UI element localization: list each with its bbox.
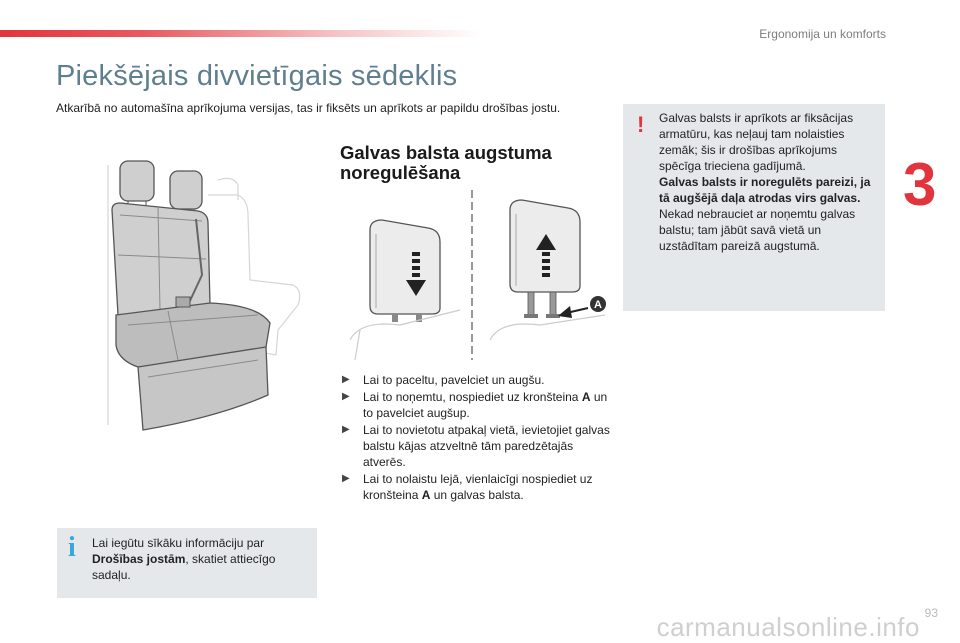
warning-text-1: Galvas balsts ir aprīkots ar fiksācijas armatūru, kas neļauj tam nolaisties zemāk; šis ir drošības aprīkojums spēcīga trieciena gadījumā. — [659, 111, 854, 173]
list-item — [340, 471, 610, 503]
watermark: carmanualsonline.info — [656, 612, 920, 642]
header-accent-bar — [0, 30, 480, 37]
warning-text-bold: Galvas balsts ir noregulēts pareizi, ja tā augšējā daļa atrodas virs galvas. — [659, 175, 871, 205]
bullet-icon: ▶ — [342, 424, 350, 435]
step-text: un galvas balsta. — [430, 488, 524, 502]
list-item — [340, 422, 610, 470]
chapter-number: 3 — [903, 151, 937, 218]
warning-text — [659, 110, 879, 254]
warning-box — [623, 104, 885, 311]
warning-text-2: Nekad nebrauciet ar noņemtu galvas balstu; tam jābūt savā vietā un uzstādītam pareizā augstumā. — [659, 207, 856, 253]
page-number: 93 — [924, 606, 938, 620]
bench-seat-illustration — [98, 155, 308, 435]
info-icon: i — [68, 532, 76, 563]
callout-label-a: A — [594, 299, 602, 311]
subheading-line-1: Galvas balsta augstuma — [340, 142, 552, 163]
headrest-adjustment-illustration — [340, 190, 610, 360]
step-bold: A — [421, 488, 431, 502]
step-text: Lai to novietotu atpakaļ vietā, ievietojiet galvas balstu kājas atzveltnē tām paredzētajās atverēs. — [363, 423, 610, 469]
intro-text: Atkarībā no automašīna aprīkojuma versijas, tas ir fiksēts un aprīkots ar papildu drošības jostu. — [56, 101, 561, 115]
step-text: un to pavelciet augšup. — [363, 390, 608, 420]
info-text — [92, 535, 307, 583]
step-bold: A — [581, 390, 591, 404]
section-subheading — [340, 143, 610, 183]
section-title: Ergonomija un komforts — [759, 27, 886, 41]
info-box — [57, 528, 317, 598]
step-text: Lai to nolaistu lejā, vienlaicīgi nospiediet uz kronšteina — [363, 472, 593, 502]
bullet-icon: ▶ — [342, 391, 350, 402]
page-title: Piekšējais divvietīgais sēdeklis — [56, 60, 458, 92]
bullet-icon: ▶ — [342, 473, 350, 484]
info-text-bold: Drošības jostām — [92, 552, 186, 566]
bullet-icon: ▶ — [342, 374, 350, 385]
instruction-steps — [340, 372, 610, 504]
warning-icon: ! — [637, 112, 645, 137]
step-text: Lai to paceltu, pavelciet un augšu. — [363, 373, 545, 387]
subheading-line-2: noregulēšana — [340, 162, 461, 183]
list-item — [340, 389, 610, 421]
info-text-pre: Lai iegūtu sīkāku informāciju par — [92, 536, 265, 550]
step-text: Lai to noņemtu, nospiediet uz kronšteina — [363, 390, 582, 404]
info-text-post: , skatiet attiecīgo sadaļu. — [92, 552, 276, 582]
list-item — [340, 372, 610, 388]
